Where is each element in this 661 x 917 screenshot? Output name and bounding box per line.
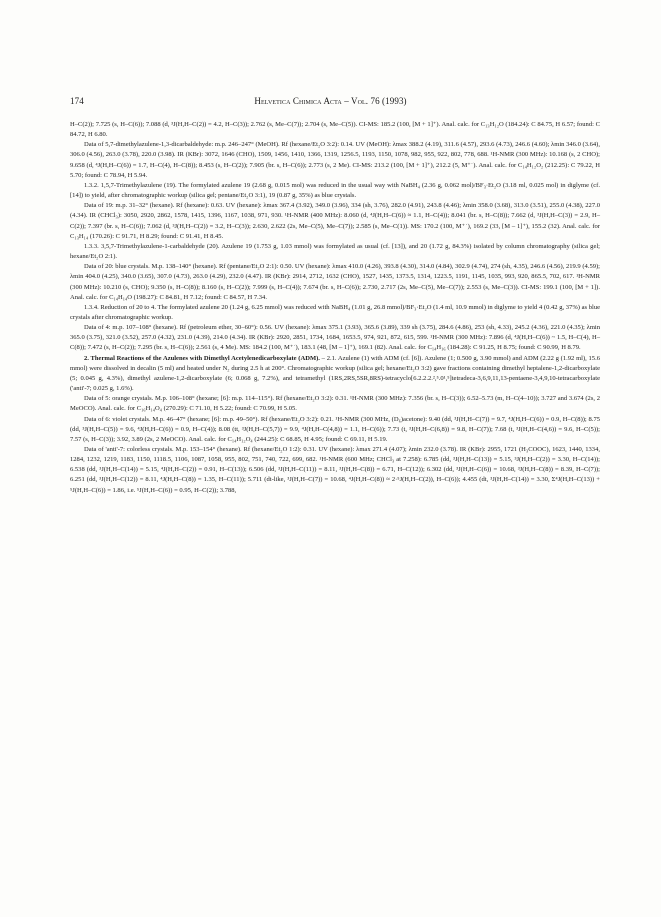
paragraph-data-4: Data of 4: m.p. 107–108° (hexane). Rf (petroleum ether, 30–60°): 0.56. UV (hexane): λmax 375.1 (3.93), 365.6 (3.89), 339 sh (3.75), 284.6 (4.86), 253 (sh, 4.33), 245.2 (4.36), 221.0 (4.35); λmin 365.0 (3.75), 321.0 (3.52), 257.0 (4.32), 231.0 (4.39), 214.0 (4.34). IR (KBr): 2920, 2851, 1734, 1684, 1653.5, 974, 921, 872, 615, 599. ¹H-NMR (300 MHz): 7.896 (d, ⁴J(H,H–C(6)) ~ 1.5, H–C(4), H–C(8)); 7.472 (s, H–C(2)); 7.295 (br. s, H–C(6)); 2.561 (s, 4 Me). MS: 184.2 (100, M⁺˙), 183.1 (48, [M – 1]⁺), 169.1 (82). Anal. calc. for C₁₄H₁₆ (184.28): C 91.25, H 8.75; found: C 90.99, H 8.79. — [70, 324, 600, 352]
paragraph-section-1-3-3: 1.3.3. 3,5,7-Trimethylazulene-1-carbaldehyde (20). Azulene 19 (1.753 g, 1.03 mmol) was formylated as usual (cf. [13]), and 20 (1.72 g, 84.3%) isolated by column chromatography (silica gel; hexane/Et₂O 2:1). — [70, 242, 600, 261]
section-heading-thermal-reactions: 2. Thermal Reactions of the Azulenes with Dimethyl Acetylenedicarboxylate (ADM). – 2.1. Azulene (1) with ADM (cf. [6]). Azulene (1; 0.500 g, 3.90 mmol) and ADM (2.22 g (1.92 ml), 15.6 mmol) were dissolved in decalin (5 ml) and heated under N₂ during 2.5 h at 200°. Chromatographic workup (silica gel; hexane/Et₂O 3:2) gave fractions containing dimethyl heptalene-1,2-dicarboxylate (5; 0.045 g, 4.3%), dimethyl azulene-1,2-dicarboxylate (6; 0.068 g, 7.2%), and tetramethyl (1RS,2RS,5SR,8RS)-tetracyclo[6.2.2.2.²,⁵.0¹,⁵]tetradeca-3,6,9,11,13-pentaene-3,4,9,10-tetracarboxylate ('anti'-7; 0.025 g, 1.6%). — [70, 354, 600, 393]
running-header — [70, 96, 591, 110]
paragraph-continued-nmr: H–C(2)); 7.725 (s, H–C(6)); 7.088 (d, ³J(H,H–C(2)) = 4.2, H–C(3)); 2.762 (s, Me–C(7)); 2.704 (s, Me–C(5)). CI-MS: 185.2 (100, [M + 1]⁺). Anal. calc. for C₁₃H₁₂O (184.24): C 84.75, H 6.57; found: C 84.72, H 6.80. — [70, 121, 600, 139]
journal-title: Helvetica Chimica Acta – Vol. 76 (1993) — [254, 96, 407, 106]
paragraph-data-20: Data of 20: blue crystals. M.p. 138–140° (hexane). Rf (pentane/Et₂O 2:1): 0.50. UV (hexane): λmax 410.0 (4.26), 393.8 (4.30), 314.0 (4.84), 302.9 (4.74), 274 (sh, 4.35), 246.6 (4.56), 219.9 (4.59); λmin 404.0 (4.25), 340.0 (3.65), 307.0 (4.73), 263.0 (4.29), 232.0 (4.47). IR (KBr): 2914, 2712, 1632 (CHO), 1527, 1435, 1373.5, 1314, 1223.5, 1191, 1145, 1035, 993, 920, 865.5, 702, 617. ¹H-NMR (300 MHz): 10.210 (s, CHO); 9.350 (s, H–C(8)); 8.160 (s, H–C(2)); 7.999 (s, H–C(4)); 7.674 (br. s, H–C(6)); 2.730, 2.717 (2s, Me–C(5), Me–C(7)); 2.553 (s, Me–C(3)). CI-MS: 199.1 (100, [M + 1]). Anal. calc. for C₁₄H₁₄O (198.27): C 84.81, H 7.12; found: C 84.57, H 7.34. — [70, 263, 600, 301]
paragraph-data-5: Data of 5: orange crystals. M.p. 106–108° (hexane; [6]: m.p. 114–115°). Rf (hexane/Et₂O 3:2): 0.31. ¹H-NMR (300 MHz): 7.356 (br. s, H–C(3)); 6.52–5.73 (m, H–C(4–10)); 3.727 and 3.674 (2s, 2 MeOCO). Anal. calc. for C₁₆H₁₄O₄ (270.29): C 71.10, H 5.22; found: C 70.99, H 5.05. — [70, 395, 600, 413]
paragraph-section-1-3-4: 1.3.4. Reduction of 20 to 4. The formylated azulene 20 (1.24 g, 6.25 mmol) was reduced with NaBH₄ (1.01 g, 26.8 mmol)/BF₃·Et₂O (1.4 ml, 10.9 mmol) in diglyme to yield 4 (0.42 g, 37%) as blue crystals after chromatographic workup. — [70, 303, 600, 321]
paragraph-data-19: Data of 19: m.p. 31–32° (hexane). Rf (hexane): 0.63. UV (hexane): λmax 367.4 (3.92), 349.0 (3.96), 334 (sh, 3.76), 282.0 (4.91), 243.8 (4.46); λmin 358.0 (3.68), 313.0 (3.51), 255.0 (4.38), 227.0 (4.34). IR (CHCl₃): 3050, 2920, 2862, 1578, 1415, 1396, 1167, 1038, 971, 930. ¹H-NMR (400 MHz): 8.060 (d, ⁴J(H,H–C(6)) ≈ 1.1, H–C(4)); 8.041 (br. s, H–C(8)); 7.662 (d, ³J(H,H–C(3)) = 2.9, H–C(2)); 7.397 (br. s, H–C(6)); 7.062 (d, ³J(H,H–C(2)) = 3.2, H–C(3)); 2.630, 2.622 (2s, Me–C(5), Me–C(7)); 2.585 (s, Me–C(1)). MS: 170.2 (100, M⁺˙), 169.2 (33, [M – 1]⁺), 155.2 (32). Anal. calc. for C₁₃H₁₄ (170.26): C 91.71, H 8.29; found: C 91.41, H 8.45. — [70, 202, 600, 240]
page-number: 174 — [70, 96, 84, 106]
body-text — [70, 120, 600, 496]
paragraph-section-1-3-2: 1.3.2. 1,5,7-Trimethylazulene (19). The formylated azulene 19 (2.68 g, 0.015 mol) was reduced in the usual way with NaBH₄ (2.36 g, 0.062 mol)/BF₃·Et₂O (3.18 ml, 0.025 mol) in diglyme (cf. [14]) to yield, after chromatographic workup (silica gel; pentane/Et₂O 3:1), 19 (0.87 g, 35%) as blue crystals. — [70, 181, 600, 200]
paragraph-dicarbaldehyde-data: Data of 5,7-dimethylazulene-1,3-dicarbaldehyde: m.p. 246–247° (MeOH). Rf (hexane/Et₂O 3:2): 0.14. UV (MeOH): λmax 388.2 (4.19), 311.6 (4.57), 293.6 (4.73), 246.6 (4.60); λmin 346.0 (3.64), 306.0 (4.56), 263.0 (3.78), 220.0 (3.98). IR (KBr): 3072, 1646 (CHO), 1509, 1456, 1410, 1366, 1319, 1256.5, 1193, 1150, 1078, 982, 955, 922, 802, 778, 688. ¹H-NMR (300 MHz): 10.168 (s, 2 CHO); 9.658 (d, ⁴J(H,H–C(6)) = 1.7, H–C(4), H–C(8)); 8.453 (s, H–C(2)); 7.905 (br. s, H–C(6)); 2.773 (s, 2 Me). CI-MS: 213.2 (100, [M + 1]⁺), 212.2 (5, M⁺˙). Anal. calc. for C₁₄H₁₂O₂ (212.25): C 79.22, H 5.70; found: C 78.94, H 5.94. — [70, 141, 600, 179]
paragraph-data-anti-7: Data of 'anti'-7: colorless crystals. M.p. 153–154° (hexane). Rf (hexane/Et₂O 1:2): 0.31. UV (hexane): λmax 271.4 (4.07); λmin 232.0 (3.78). IR (KBr): 2955, 1721 (H₃COOC), 1623, 1440, 1334, 1284, 1232, 1219, 1183, 1150, 1118.5, 1106, 1087, 1058, 955, 802, 751, 740, 722, 699, 682. ¹H-NMR (600 MHz; CHCl₃ at 7.258): 6.785 (dd, ³J(H,H–C(13)) = 5.15, ³J(H,H–C(2)) = 3.30, H–C(14)); 6.538 (dd, ³J(H,H–C(14)) = 5.15, ⁴J(H,H–C(2)) = 0.91, H–C(13)); 6.506 (dd, ³J(H,H–C(11)) = 8.11, ³J(H,H–C(8)) = 6.71, H–C(12)); 6.302 (dd, ³J(H,H–C(6)) = 10.68, ³J(H,H–C(8)) = 8.39, H–C(7)); 6.251 (dd, ³J(H,H–C(12)) = 8.11, ⁴J(H,H–C(8)) = 1.35, H–C(11)); 5.711 (dt-like, ³J(H,H–C(7)) = 10.68, ⁴J(H,H–C(8)) ≈ 2·⁵J(H,H–C(2)), H–C(6)); 4.455 (dt, ³J(H,H–C(14)) = 3.30, Σ⁴J(H,H–C(13)) + ⁵J(H,H–C(6)) = 1.86, i.e. ⁵J(H,H–C(6)) = 0.95, H–C(2)); 3.788, — [70, 446, 600, 494]
paragraph-data-6: Data of 6: violet crystals. M.p. 46–47° (hexane; [6]: m.p. 49–50°). Rf (hexane/Et₂O 3:2): 0.21. ¹H-NMR (300 MHz, (D₆)acetone): 9.40 (dd, ³J(H,H–C(7)) = 9.7, ⁴J(H,H–C(6)) = 0.9, H–C(8)); 8.75 (dd, ³J(H,H–C(5)) = 9.6, ⁴J(H,H–C(6)) = 0.9, H–C(4)); 8.08 (tt, ³J(H,H–C(5,7)) = 9.9, ⁴J(H,H–C(4,8)) = 1.1, H–C(6)); 7.73 (t, ³J(H,H–C(6,8)) = 9.8, H–C(7)); 7.68 (t, ³J(H,H–C(4,6)) = 9.6, H–C(5)); 7.57 (s, H–C(3)); 3.92, 3.89 (2s, 2 MeOCO). Anal. calc. for C₁₄H₁₂O₄ (244.25): C 68.85, H 4.95; found: C 69.11, H 5.19. — [70, 415, 600, 443]
